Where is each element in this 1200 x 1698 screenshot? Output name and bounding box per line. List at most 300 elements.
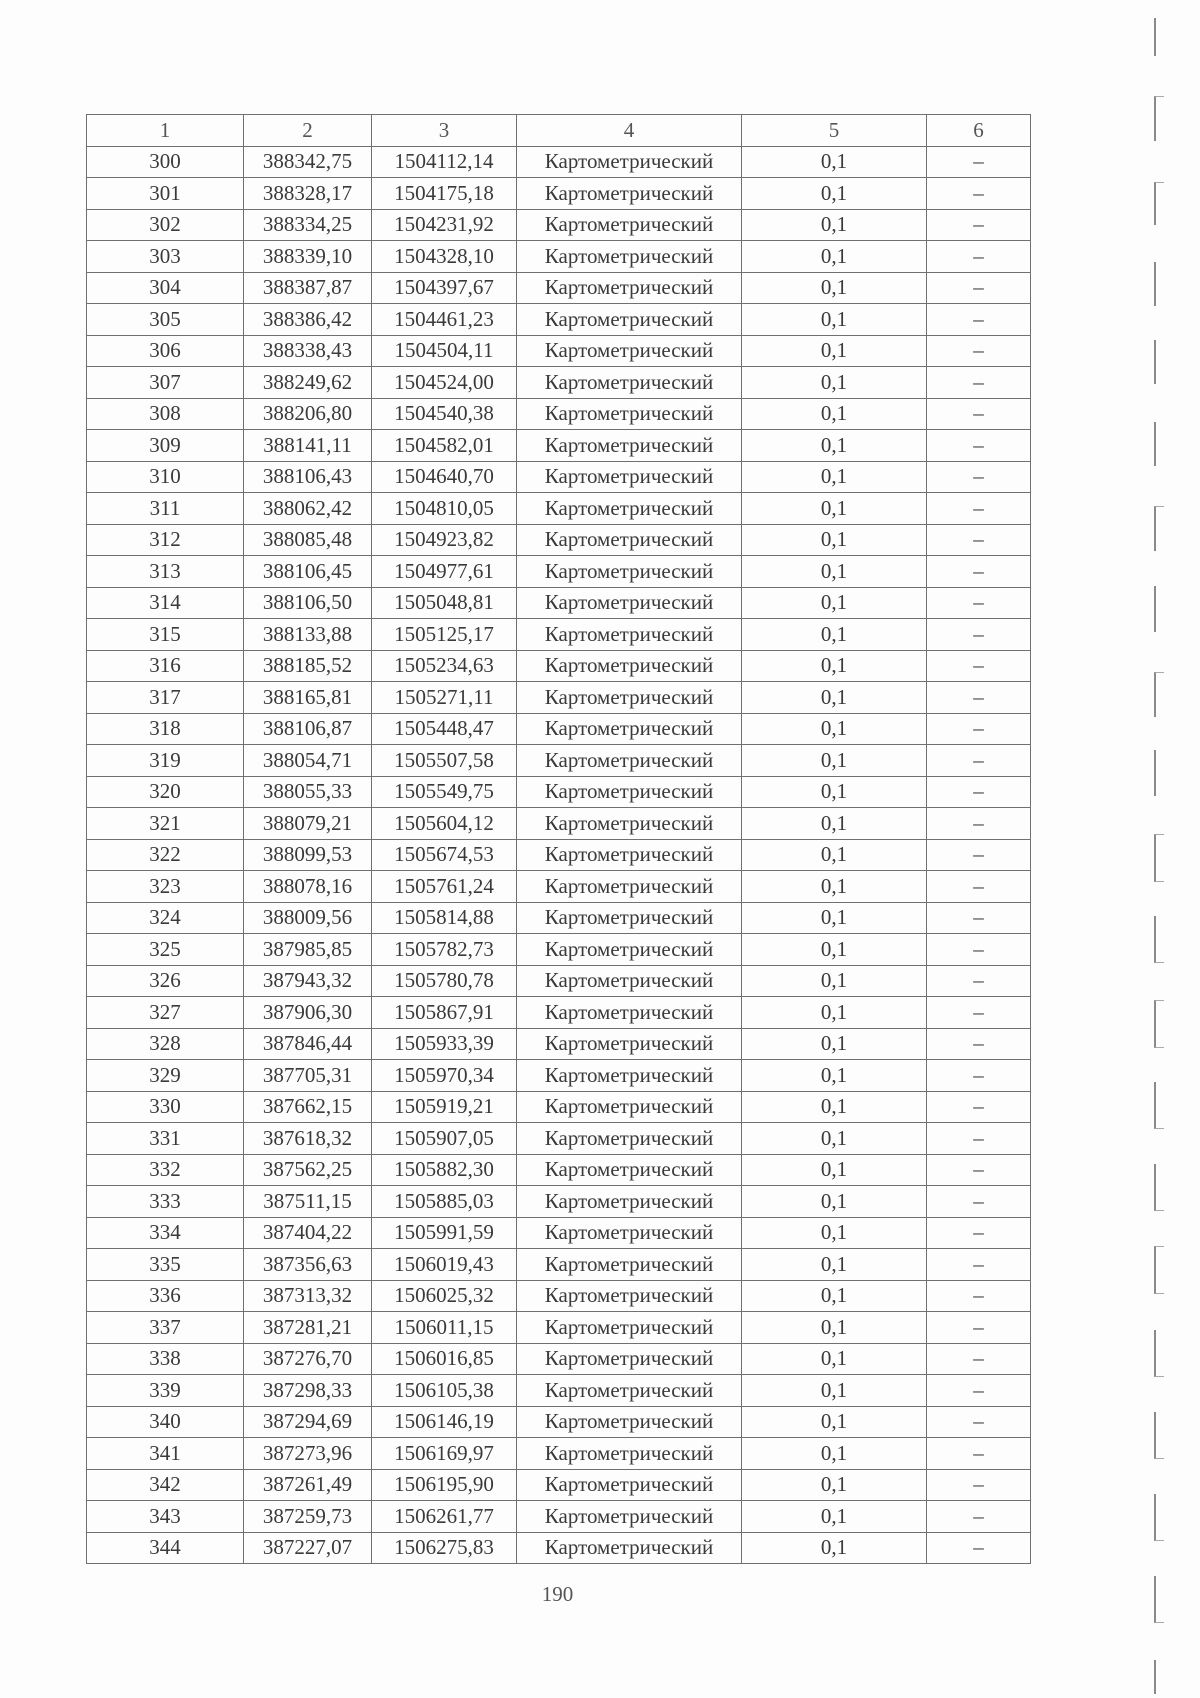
method-cell: Картометрический [517,1186,742,1218]
accuracy-cell: 0,1 [742,871,927,903]
note-cell: – [927,335,1031,367]
y-coordinate-cell: 1504540,38 [372,398,517,430]
x-coordinate-cell: 388078,16 [244,871,372,903]
note-cell: – [927,997,1031,1029]
method-cell: Картометрический [517,871,742,903]
point-number-cell: 305 [87,304,244,336]
note-cell: – [927,556,1031,588]
point-number-cell: 340 [87,1406,244,1438]
y-coordinate-cell: 1505780,78 [372,965,517,997]
point-number-cell: 325 [87,934,244,966]
table-row [87,1406,1031,1438]
point-number-cell: 323 [87,871,244,903]
point-number-cell: 318 [87,713,244,745]
table-row [87,1343,1031,1375]
x-coordinate-cell: 387943,32 [244,965,372,997]
method-cell: Картометрический [517,335,742,367]
method-cell: Картометрический [517,1469,742,1501]
x-coordinate-cell: 388334,25 [244,209,372,241]
table-row [87,1217,1031,1249]
accuracy-cell: 0,1 [742,713,927,745]
x-coordinate-cell: 388106,87 [244,713,372,745]
point-number-cell: 330 [87,1091,244,1123]
method-cell: Картометрический [517,808,742,840]
note-cell: – [927,650,1031,682]
y-coordinate-cell: 1504175,18 [372,178,517,210]
y-coordinate-cell: 1506146,19 [372,1406,517,1438]
x-coordinate-cell: 388386,42 [244,304,372,336]
y-coordinate-cell: 1505885,03 [372,1186,517,1218]
note-cell: – [927,1091,1031,1123]
y-coordinate-cell: 1504231,92 [372,209,517,241]
accuracy-cell: 0,1 [742,965,927,997]
x-coordinate-cell: 387356,63 [244,1249,372,1281]
x-coordinate-cell: 388133,88 [244,619,372,651]
accuracy-cell: 0,1 [742,1091,927,1123]
accuracy-cell: 0,1 [742,1532,927,1564]
point-number-cell: 309 [87,430,244,462]
note-cell: – [927,272,1031,304]
x-coordinate-cell: 387846,44 [244,1028,372,1060]
note-cell: – [927,1343,1031,1375]
accuracy-cell: 0,1 [742,650,927,682]
accuracy-cell: 0,1 [742,272,927,304]
table-row [87,997,1031,1029]
x-coordinate-cell: 388185,52 [244,650,372,682]
note-cell: – [927,178,1031,210]
accuracy-cell: 0,1 [742,1280,927,1312]
note-cell: – [927,430,1031,462]
y-coordinate-cell: 1506261,77 [372,1501,517,1533]
y-coordinate-cell: 1505234,63 [372,650,517,682]
table-row [87,367,1031,399]
point-number-cell: 307 [87,367,244,399]
y-coordinate-cell: 1506016,85 [372,1343,517,1375]
table-body [87,115,1031,1564]
accuracy-cell: 0,1 [742,178,927,210]
accuracy-cell: 0,1 [742,1438,927,1470]
note-cell: – [927,1501,1031,1533]
x-coordinate-cell: 388339,10 [244,241,372,273]
point-number-cell: 322 [87,839,244,871]
accuracy-cell: 0,1 [742,398,927,430]
method-cell: Картометрический [517,934,742,966]
method-cell: Картометрический [517,587,742,619]
point-number-cell: 300 [87,146,244,178]
note-cell: – [927,1438,1031,1470]
accuracy-cell: 0,1 [742,1217,927,1249]
table-row [87,619,1031,651]
accuracy-cell: 0,1 [742,934,927,966]
x-coordinate-cell: 387705,31 [244,1060,372,1092]
y-coordinate-cell: 1505271,11 [372,682,517,714]
method-cell: Картометрический [517,1375,742,1407]
scan-edge-marks [1090,0,1200,1698]
point-number-cell: 344 [87,1532,244,1564]
y-coordinate-cell: 1504923,82 [372,524,517,556]
note-cell: – [927,839,1031,871]
table-row [87,587,1031,619]
accuracy-cell: 0,1 [742,304,927,336]
point-number-cell: 301 [87,178,244,210]
page-number: 190 [541,1582,574,1606]
table-row [87,1123,1031,1155]
column-header: 1 [87,115,244,147]
note-cell: – [927,713,1031,745]
method-cell: Картометрический [517,902,742,934]
y-coordinate-cell: 1505604,12 [372,808,517,840]
point-number-cell: 316 [87,650,244,682]
table-row [87,1028,1031,1060]
method-cell: Картометрический [517,965,742,997]
note-cell: – [927,1217,1031,1249]
note-cell: – [927,304,1031,336]
method-cell: Картометрический [517,241,742,273]
point-number-cell: 335 [87,1249,244,1281]
table-row [87,178,1031,210]
note-cell: – [927,682,1031,714]
table-row [87,934,1031,966]
accuracy-cell: 0,1 [742,241,927,273]
table-row [87,1154,1031,1186]
note-cell: – [927,745,1031,777]
point-number-cell: 343 [87,1501,244,1533]
y-coordinate-cell: 1504524,00 [372,367,517,399]
note-cell: – [927,1280,1031,1312]
y-coordinate-cell: 1504397,67 [372,272,517,304]
table-row [87,1501,1031,1533]
accuracy-cell: 0,1 [742,367,927,399]
y-coordinate-cell: 1504461,23 [372,304,517,336]
method-cell: Картометрический [517,178,742,210]
y-coordinate-cell: 1506019,43 [372,1249,517,1281]
table-row [87,304,1031,336]
table-row [87,650,1031,682]
coordinates-table [86,114,1031,1564]
table-row [87,902,1031,934]
y-coordinate-cell: 1505991,59 [372,1217,517,1249]
note-cell: – [927,1186,1031,1218]
x-coordinate-cell: 387259,73 [244,1501,372,1533]
point-number-cell: 333 [87,1186,244,1218]
accuracy-cell: 0,1 [742,335,927,367]
method-cell: Картометрический [517,619,742,651]
table-row [87,1186,1031,1218]
method-cell: Картометрический [517,997,742,1029]
accuracy-cell: 0,1 [742,587,927,619]
x-coordinate-cell: 388141,11 [244,430,372,462]
point-number-cell: 336 [87,1280,244,1312]
note-cell: – [927,1469,1031,1501]
method-cell: Картометрический [517,1249,742,1281]
point-number-cell: 332 [87,1154,244,1186]
accuracy-cell: 0,1 [742,556,927,588]
y-coordinate-cell: 1504504,11 [372,335,517,367]
accuracy-cell: 0,1 [742,493,927,525]
table-row [87,335,1031,367]
table-row [87,430,1031,462]
point-number-cell: 328 [87,1028,244,1060]
x-coordinate-cell: 387404,22 [244,1217,372,1249]
note-cell: – [927,934,1031,966]
method-cell: Картометрический [517,1091,742,1123]
note-cell: – [927,587,1031,619]
accuracy-cell: 0,1 [742,1060,927,1092]
accuracy-cell: 0,1 [742,1501,927,1533]
y-coordinate-cell: 1505125,17 [372,619,517,651]
point-number-cell: 311 [87,493,244,525]
accuracy-cell: 0,1 [742,1154,927,1186]
note-cell: – [927,461,1031,493]
method-cell: Картометрический [517,1312,742,1344]
method-cell: Картометрический [517,1406,742,1438]
accuracy-cell: 0,1 [742,619,927,651]
note-cell: – [927,965,1031,997]
note-cell: – [927,871,1031,903]
note-cell: – [927,1028,1031,1060]
method-cell: Картометрический [517,1123,742,1155]
accuracy-cell: 0,1 [742,524,927,556]
point-number-cell: 338 [87,1343,244,1375]
table-row [87,1060,1031,1092]
column-header: 5 [742,115,927,147]
point-number-cell: 312 [87,524,244,556]
x-coordinate-cell: 388338,43 [244,335,372,367]
note-cell: – [927,524,1031,556]
note-cell: – [927,493,1031,525]
note-cell: – [927,367,1031,399]
method-cell: Картометрический [517,430,742,462]
method-cell: Картометрический [517,304,742,336]
method-cell: Картометрический [517,524,742,556]
x-coordinate-cell: 387662,15 [244,1091,372,1123]
note-cell: – [927,619,1031,651]
point-number-cell: 308 [87,398,244,430]
table-header-row [87,115,1031,147]
y-coordinate-cell: 1506011,15 [372,1312,517,1344]
y-coordinate-cell: 1505048,81 [372,587,517,619]
table-row [87,682,1031,714]
note-cell: – [927,1123,1031,1155]
method-cell: Картометрический [517,713,742,745]
method-cell: Картометрический [517,1501,742,1533]
y-coordinate-cell: 1505970,34 [372,1060,517,1092]
accuracy-cell: 0,1 [742,1375,927,1407]
method-cell: Картометрический [517,1438,742,1470]
point-number-cell: 324 [87,902,244,934]
x-coordinate-cell: 388062,42 [244,493,372,525]
note-cell: – [927,1312,1031,1344]
table-row [87,1438,1031,1470]
y-coordinate-cell: 1504582,01 [372,430,517,462]
table-row [87,1375,1031,1407]
table-row [87,1280,1031,1312]
column-header: 2 [244,115,372,147]
x-coordinate-cell: 388342,75 [244,146,372,178]
x-coordinate-cell: 387261,49 [244,1469,372,1501]
x-coordinate-cell: 387562,25 [244,1154,372,1186]
y-coordinate-cell: 1505882,30 [372,1154,517,1186]
x-coordinate-cell: 388106,45 [244,556,372,588]
accuracy-cell: 0,1 [742,461,927,493]
method-cell: Картометрический [517,682,742,714]
y-coordinate-cell: 1506025,32 [372,1280,517,1312]
point-number-cell: 317 [87,682,244,714]
point-number-cell: 313 [87,556,244,588]
method-cell: Картометрический [517,1280,742,1312]
accuracy-cell: 0,1 [742,745,927,777]
note-cell: – [927,241,1031,273]
y-coordinate-cell: 1504640,70 [372,461,517,493]
table-row [87,209,1031,241]
y-coordinate-cell: 1506105,38 [372,1375,517,1407]
point-number-cell: 320 [87,776,244,808]
note-cell: – [927,1154,1031,1186]
accuracy-cell: 0,1 [742,1469,927,1501]
table-row [87,1091,1031,1123]
x-coordinate-cell: 387906,30 [244,997,372,1029]
method-cell: Картометрический [517,1060,742,1092]
point-number-cell: 303 [87,241,244,273]
table-row [87,1532,1031,1564]
x-coordinate-cell: 388328,17 [244,178,372,210]
y-coordinate-cell: 1505549,75 [372,776,517,808]
table-row [87,493,1031,525]
x-coordinate-cell: 387227,07 [244,1532,372,1564]
point-number-cell: 310 [87,461,244,493]
accuracy-cell: 0,1 [742,902,927,934]
point-number-cell: 304 [87,272,244,304]
table-row [87,1469,1031,1501]
accuracy-cell: 0,1 [742,997,927,1029]
table-row [87,146,1031,178]
note-cell: – [927,1249,1031,1281]
note-cell: – [927,1375,1031,1407]
method-cell: Картометрический [517,209,742,241]
y-coordinate-cell: 1505761,24 [372,871,517,903]
method-cell: Картометрический [517,1217,742,1249]
table-row [87,1249,1031,1281]
method-cell: Картометрический [517,146,742,178]
column-header: 4 [517,115,742,147]
table-row [87,1312,1031,1344]
point-number-cell: 337 [87,1312,244,1344]
y-coordinate-cell: 1505919,21 [372,1091,517,1123]
point-number-cell: 326 [87,965,244,997]
x-coordinate-cell: 388106,43 [244,461,372,493]
note-cell: – [927,902,1031,934]
point-number-cell: 327 [87,997,244,1029]
note-cell: – [927,398,1031,430]
x-coordinate-cell: 388249,62 [244,367,372,399]
table-row [87,745,1031,777]
point-number-cell: 329 [87,1060,244,1092]
accuracy-cell: 0,1 [742,1406,927,1438]
accuracy-cell: 0,1 [742,1028,927,1060]
method-cell: Картометрический [517,272,742,304]
note-cell: – [927,1532,1031,1564]
point-number-cell: 339 [87,1375,244,1407]
point-number-cell: 306 [87,335,244,367]
y-coordinate-cell: 1505907,05 [372,1123,517,1155]
table-row [87,808,1031,840]
point-number-cell: 302 [87,209,244,241]
x-coordinate-cell: 388009,56 [244,902,372,934]
note-cell: – [927,209,1031,241]
method-cell: Картометрический [517,1532,742,1564]
table-row [87,241,1031,273]
accuracy-cell: 0,1 [742,776,927,808]
method-cell: Картометрический [517,1154,742,1186]
x-coordinate-cell: 387618,32 [244,1123,372,1155]
x-coordinate-cell: 387298,33 [244,1375,372,1407]
accuracy-cell: 0,1 [742,839,927,871]
y-coordinate-cell: 1504810,05 [372,493,517,525]
method-cell: Картометрический [517,461,742,493]
x-coordinate-cell: 387294,69 [244,1406,372,1438]
method-cell: Картометрический [517,1028,742,1060]
method-cell: Картометрический [517,398,742,430]
y-coordinate-cell: 1505507,58 [372,745,517,777]
accuracy-cell: 0,1 [742,1186,927,1218]
y-coordinate-cell: 1505782,73 [372,934,517,966]
x-coordinate-cell: 388206,80 [244,398,372,430]
point-number-cell: 321 [87,808,244,840]
x-coordinate-cell: 388099,53 [244,839,372,871]
point-number-cell: 315 [87,619,244,651]
accuracy-cell: 0,1 [742,209,927,241]
method-cell: Картометрический [517,650,742,682]
method-cell: Картометрический [517,556,742,588]
method-cell: Картометрический [517,839,742,871]
point-number-cell: 341 [87,1438,244,1470]
x-coordinate-cell: 388165,81 [244,682,372,714]
y-coordinate-cell: 1504977,61 [372,556,517,588]
method-cell: Картометрический [517,1343,742,1375]
point-number-cell: 319 [87,745,244,777]
note-cell: – [927,146,1031,178]
x-coordinate-cell: 388106,50 [244,587,372,619]
note-cell: – [927,1406,1031,1438]
column-header: 3 [372,115,517,147]
column-header: 6 [927,115,1031,147]
y-coordinate-cell: 1505814,88 [372,902,517,934]
y-coordinate-cell: 1506275,83 [372,1532,517,1564]
accuracy-cell: 0,1 [742,430,927,462]
y-coordinate-cell: 1506195,90 [372,1469,517,1501]
accuracy-cell: 0,1 [742,1312,927,1344]
y-coordinate-cell: 1504328,10 [372,241,517,273]
x-coordinate-cell: 387511,15 [244,1186,372,1218]
point-number-cell: 314 [87,587,244,619]
y-coordinate-cell: 1505933,39 [372,1028,517,1060]
y-coordinate-cell: 1506169,97 [372,1438,517,1470]
x-coordinate-cell: 388079,21 [244,808,372,840]
accuracy-cell: 0,1 [742,146,927,178]
method-cell: Картометрический [517,745,742,777]
table-row [87,713,1031,745]
accuracy-cell: 0,1 [742,808,927,840]
y-coordinate-cell: 1505448,47 [372,713,517,745]
accuracy-cell: 0,1 [742,1343,927,1375]
y-coordinate-cell: 1505674,53 [372,839,517,871]
x-coordinate-cell: 387273,96 [244,1438,372,1470]
x-coordinate-cell: 388054,71 [244,745,372,777]
accuracy-cell: 0,1 [742,1249,927,1281]
table-row [87,272,1031,304]
note-cell: – [927,776,1031,808]
x-coordinate-cell: 388387,87 [244,272,372,304]
